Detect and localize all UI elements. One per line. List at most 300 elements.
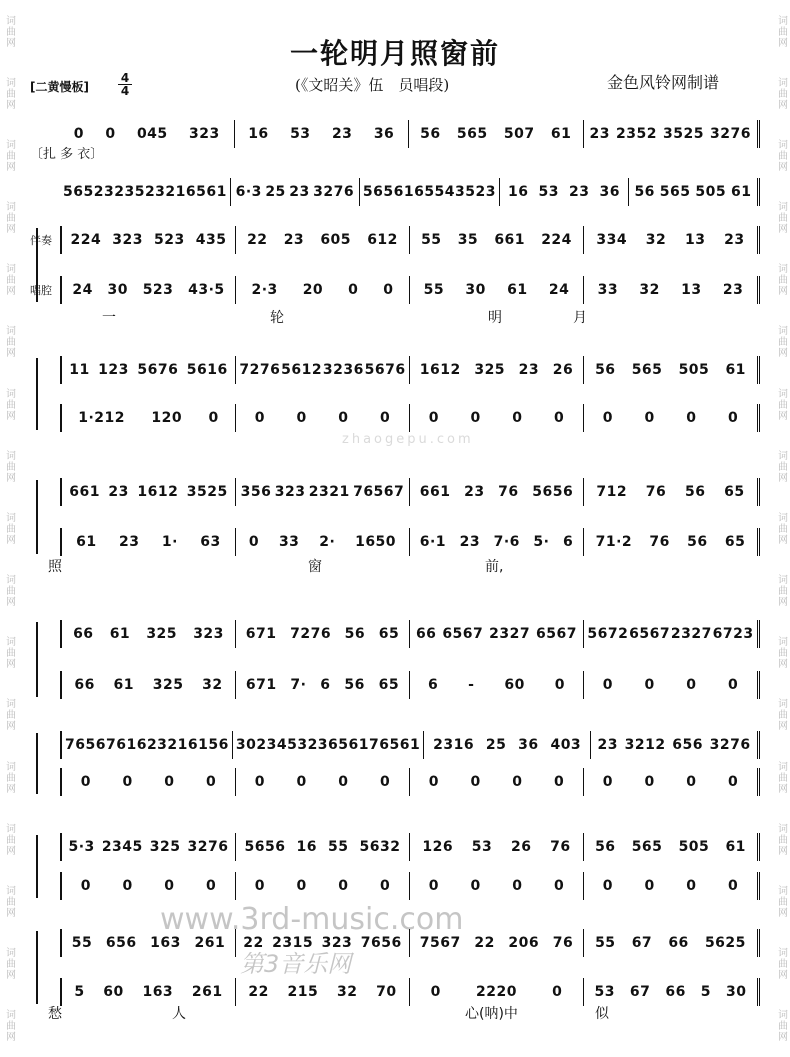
measure xyxy=(584,276,760,304)
note-group: 0 xyxy=(728,410,739,426)
note-group: 61 xyxy=(109,626,131,642)
note-group: 671 xyxy=(245,677,277,693)
note-group: 0 xyxy=(602,410,613,426)
measure xyxy=(584,478,760,506)
measure xyxy=(410,620,584,648)
note-group: 0 xyxy=(380,878,391,894)
note-group: 605 xyxy=(320,232,352,248)
note-group: 0 xyxy=(554,410,565,426)
margin-watermark-text: 词曲网 xyxy=(775,76,787,110)
note-group: 565 xyxy=(631,839,663,855)
note-group: 656 xyxy=(105,935,137,951)
prelude-staff-line xyxy=(30,120,760,148)
intro-label: 〔扎 多 衣〕 xyxy=(30,147,104,162)
lyrics-line xyxy=(30,1003,760,1023)
note-group: 6 xyxy=(320,677,331,693)
note-group: 6 xyxy=(427,677,439,693)
measure xyxy=(236,872,410,900)
note-group: 507 xyxy=(503,126,535,142)
margin-watermark-text: 词曲网 xyxy=(775,511,787,545)
note-group: 0 xyxy=(470,410,481,426)
note-group: 0 xyxy=(105,126,116,142)
note-group: 70 xyxy=(376,984,397,1000)
lyric-syllable: 一 xyxy=(102,310,116,326)
lyric-syllable: 前, xyxy=(485,559,504,575)
note-group: 56 xyxy=(344,677,365,693)
note-group: 0 xyxy=(164,878,175,894)
note-group: 66 xyxy=(668,935,689,951)
measure xyxy=(236,978,410,1006)
measure xyxy=(236,768,410,796)
note-group: 120 xyxy=(151,410,183,426)
note-group: 7656 xyxy=(360,935,402,951)
note-group: 0 xyxy=(512,878,523,894)
note-group: 0 xyxy=(644,878,655,894)
measure xyxy=(236,833,410,861)
vocal-staff-line xyxy=(30,528,760,556)
note-group: 23 xyxy=(283,232,305,248)
margin-watermark-text: 词曲网 xyxy=(775,884,787,918)
margin-watermark-text: 词曲网 xyxy=(775,822,787,856)
note-group: 53 xyxy=(471,839,493,855)
song-subtitle: (《文昭关》伍 员唱段) xyxy=(295,76,450,94)
measure xyxy=(62,356,236,384)
note-group: 2220 xyxy=(476,984,517,1000)
note-group: 5632 xyxy=(359,839,401,855)
note-group: 3276 xyxy=(709,737,751,753)
note-group: 3276 xyxy=(313,184,355,200)
measure xyxy=(584,872,760,900)
note-group: 2352 xyxy=(616,126,657,142)
measure xyxy=(62,731,233,759)
note-group: 0 xyxy=(644,410,655,426)
note-group: 1612 xyxy=(137,484,179,500)
note-group: 7656 xyxy=(65,737,106,753)
note-group: 0 xyxy=(296,878,307,894)
note-group: 0 xyxy=(428,410,439,426)
measure xyxy=(236,528,410,556)
note-group: 5612 xyxy=(281,362,323,378)
margin-watermark-text: 词曲网 xyxy=(775,138,787,172)
note-group: 0 xyxy=(380,774,391,790)
measure xyxy=(233,731,424,759)
note-group: 356 xyxy=(240,484,272,500)
note-group: 215 xyxy=(287,984,319,1000)
measure xyxy=(235,120,410,148)
note-group: 55 xyxy=(595,935,616,951)
note-group: 2321 xyxy=(146,737,188,753)
measure xyxy=(584,833,760,861)
note-group: 2327 xyxy=(670,626,712,642)
note-group: 2316 xyxy=(433,737,475,753)
note-group: 61 xyxy=(725,362,746,378)
note-group: 61 xyxy=(507,282,528,298)
note-group: 65 xyxy=(378,677,400,693)
note-group: 53 xyxy=(538,184,559,200)
note-group: 6·3 xyxy=(235,184,262,200)
measure xyxy=(236,478,410,506)
note-group: 23 xyxy=(119,534,140,550)
note-group: 0 xyxy=(296,410,307,426)
note-group: 0 xyxy=(254,878,265,894)
note-group: 66 xyxy=(74,677,95,693)
note-group: 2321 xyxy=(144,184,186,200)
measure xyxy=(62,671,236,699)
measure xyxy=(62,768,236,796)
note-group: 61 xyxy=(76,534,97,550)
note-group: 55 xyxy=(71,935,93,951)
note-group: 22 xyxy=(474,935,495,951)
measure xyxy=(236,226,410,254)
note-group: 435 xyxy=(195,232,227,248)
note-group: 32 xyxy=(202,677,223,693)
lyric-syllable: 人 xyxy=(172,1006,186,1022)
lyric-syllable: 愁 xyxy=(48,1006,62,1022)
note-group: 0 xyxy=(602,677,613,693)
accompaniment-staff-line xyxy=(30,226,760,254)
note-group: 323 xyxy=(193,626,224,642)
note-group: 0 xyxy=(428,774,439,790)
margin-watermark-text: 词曲网 xyxy=(3,325,15,359)
note-group: 32 xyxy=(639,282,660,298)
note-group: 505 xyxy=(695,184,727,200)
note-group: 3525 xyxy=(186,484,228,500)
margin-watermark-text: 词曲网 xyxy=(775,947,787,981)
margin-watermark-text: 词曲网 xyxy=(775,1009,787,1043)
measure xyxy=(410,276,584,304)
measure xyxy=(62,226,236,254)
note-group: 0 xyxy=(470,774,481,790)
measure xyxy=(410,671,584,699)
measure xyxy=(410,356,584,384)
note-group: 6567 xyxy=(629,626,671,642)
accompaniment-staff-line xyxy=(30,620,760,648)
note-group: 23 xyxy=(722,282,744,298)
note-group: 16 xyxy=(296,839,317,855)
note-group: 22 xyxy=(247,232,268,248)
accompaniment-staff-line xyxy=(30,356,760,384)
part-label: 伴奏 xyxy=(30,234,52,247)
note-group: 2· xyxy=(319,534,336,550)
note-group: 0 xyxy=(348,282,359,298)
note-group: 0 xyxy=(248,534,260,550)
note-group: 3236 xyxy=(322,362,364,378)
note-group: 5616 xyxy=(186,362,228,378)
note-group: 43·5 xyxy=(188,282,225,298)
note-group: 0 xyxy=(383,282,394,298)
watermark-site: 第3音乐网 xyxy=(240,950,352,978)
note-group: 1· xyxy=(161,534,178,550)
margin-watermark-text: 词曲网 xyxy=(775,698,787,732)
note-group: 0 xyxy=(430,984,441,1000)
note-group: 0 xyxy=(338,410,349,426)
lyric-syllable: 照 xyxy=(48,559,62,575)
note-group: 2321 xyxy=(308,484,350,500)
note-group: 565 xyxy=(456,126,488,142)
measure xyxy=(62,528,236,556)
note-group: 30 xyxy=(725,984,747,1000)
note-group: 656 xyxy=(672,737,703,753)
note-group: 25 xyxy=(265,184,286,200)
measure xyxy=(236,620,410,648)
measure xyxy=(584,768,760,796)
left-margin-watermark xyxy=(2,0,16,1057)
note-group: 56 xyxy=(634,184,655,200)
measure xyxy=(584,978,760,1006)
note-group: 0 xyxy=(686,774,697,790)
part-label: 唱腔 xyxy=(30,284,52,297)
note-group: 25 xyxy=(485,737,507,753)
measure xyxy=(410,872,584,900)
note-group: 5656 xyxy=(244,839,286,855)
system-brace xyxy=(36,622,44,697)
measure xyxy=(62,478,236,506)
measure xyxy=(62,872,236,900)
note-group: 7616 xyxy=(105,737,147,753)
note-group: 0 xyxy=(338,774,349,790)
note-group: 325 xyxy=(146,626,178,642)
vocal-staff-line xyxy=(30,768,760,796)
note-group: 0 xyxy=(728,677,739,693)
time-signature-top: 4 xyxy=(118,72,132,85)
note-group: 325 xyxy=(149,839,181,855)
note-group: 0 xyxy=(602,878,613,894)
note-group: 206 xyxy=(508,935,540,951)
note-group: 36 xyxy=(373,126,395,142)
note-group: 23 xyxy=(518,362,540,378)
margin-watermark-text: 词曲网 xyxy=(3,574,15,608)
note-group: 5656 xyxy=(532,484,574,500)
measure xyxy=(584,120,761,148)
note-group: 7276 xyxy=(290,626,332,642)
note-group: 0 xyxy=(73,126,84,142)
note-group: 323 xyxy=(274,484,306,500)
note-group: 0 xyxy=(470,878,481,894)
note-group: 163 xyxy=(150,935,181,951)
note-group: 23 xyxy=(464,484,485,500)
note-group: 523 xyxy=(154,232,185,248)
measure xyxy=(62,833,236,861)
note-group: 661 xyxy=(494,232,526,248)
measure xyxy=(231,178,360,206)
note-group: 30 xyxy=(465,282,486,298)
note-group: 5· xyxy=(533,534,550,550)
margin-watermark-text: 词曲网 xyxy=(3,76,15,110)
measure xyxy=(584,226,760,254)
measure xyxy=(62,978,236,1006)
note-group: 323 xyxy=(112,232,143,248)
time-signature xyxy=(118,72,132,97)
margin-watermark-text: 词曲网 xyxy=(3,822,15,856)
measure xyxy=(584,356,760,384)
measure xyxy=(584,528,760,556)
measure xyxy=(62,276,236,304)
measure xyxy=(584,620,760,648)
note-group: 6723 xyxy=(712,626,754,642)
note-group: 24 xyxy=(72,282,93,298)
note-group: 0 xyxy=(554,774,565,790)
lyric-syllable: 心(呐)中 xyxy=(465,1006,518,1022)
measure xyxy=(584,671,760,699)
note-group: 13 xyxy=(681,282,702,298)
note-group: 0 xyxy=(552,984,563,1000)
accompaniment-staff-line xyxy=(30,478,760,506)
note-group: 261 xyxy=(191,984,223,1000)
note-group: 76 xyxy=(498,484,519,500)
margin-watermark-text: 词曲网 xyxy=(3,884,15,918)
note-group: 2·3 xyxy=(251,282,278,298)
system-brace xyxy=(36,931,44,1004)
prelude-staff-line xyxy=(30,178,760,206)
accompaniment-staff-line xyxy=(30,731,760,759)
note-group: 0 xyxy=(338,878,349,894)
note-group: 65 xyxy=(724,484,745,500)
note-group: 0 xyxy=(554,878,565,894)
measure xyxy=(236,671,410,699)
note-group: 7276 xyxy=(239,362,281,378)
note-group: 0 xyxy=(254,410,265,426)
note-group: 24 xyxy=(548,282,570,298)
note-group: 65 xyxy=(724,534,746,550)
note-group: 56 xyxy=(420,126,441,142)
vocal-staff-line xyxy=(30,404,760,432)
note-group: 0 xyxy=(206,774,217,790)
note-group: 7· xyxy=(290,677,307,693)
note-group: 56 xyxy=(687,534,708,550)
system-brace xyxy=(36,733,44,794)
margin-watermark-text: 词曲网 xyxy=(775,263,787,297)
margin-watermark-text: 词曲网 xyxy=(775,449,787,483)
note-group: 16 xyxy=(508,184,529,200)
note-group: 261 xyxy=(194,935,226,951)
note-group: 661 xyxy=(69,484,100,500)
system-brace xyxy=(36,480,44,554)
note-group: 0 xyxy=(122,774,133,790)
note-group: 403 xyxy=(550,737,582,753)
note-group: 3212 xyxy=(624,737,666,753)
note-group: 0 xyxy=(512,774,523,790)
note-group: 5656 xyxy=(362,184,404,200)
note-group: 5 xyxy=(700,984,712,1000)
measure xyxy=(410,404,584,432)
note-group: - xyxy=(468,677,475,693)
note-group: 2345 xyxy=(101,839,143,855)
measure xyxy=(60,178,231,206)
system-brace xyxy=(36,835,44,898)
note-group: 0 xyxy=(122,878,133,894)
note-group: 23 xyxy=(597,737,618,753)
note-group: 0 xyxy=(728,774,739,790)
note-group: 565 xyxy=(631,362,663,378)
right-margin-watermark xyxy=(774,0,788,1057)
note-group: 5652 xyxy=(63,184,104,200)
note-group: 23 xyxy=(724,232,745,248)
margin-watermark-text: 词曲网 xyxy=(3,263,15,297)
measure xyxy=(584,404,760,432)
note-group: 0 xyxy=(512,410,523,426)
song-title: 一轮明月照窗前 xyxy=(289,37,500,70)
note-group: 0 xyxy=(728,878,739,894)
note-group: 76 xyxy=(550,839,571,855)
margin-watermark-text: 词曲网 xyxy=(3,698,15,732)
note-group: 325 xyxy=(152,677,184,693)
margin-watermark-text: 词曲网 xyxy=(3,636,15,670)
note-group: 523 xyxy=(142,282,174,298)
note-group: 0 xyxy=(380,410,391,426)
note-group: 302345 xyxy=(235,737,298,753)
note-group: 505 xyxy=(678,362,710,378)
note-group: 3236 xyxy=(297,737,339,753)
watermark-url-faint: zhaogepu.com xyxy=(342,432,474,447)
note-group: 35 xyxy=(457,232,479,248)
note-group: 33 xyxy=(278,534,300,550)
margin-watermark-text: 词曲网 xyxy=(775,14,787,48)
vocal-staff-line xyxy=(30,276,760,304)
note-group: 3235 xyxy=(103,184,145,200)
measure xyxy=(62,620,236,648)
note-group: 53 xyxy=(594,984,615,1000)
margin-watermark-text: 词曲网 xyxy=(775,325,787,359)
measure xyxy=(236,356,410,384)
note-group: 0 xyxy=(296,774,307,790)
measure xyxy=(410,528,584,556)
note-group: 1612 xyxy=(419,362,461,378)
note-group: 23 xyxy=(331,126,353,142)
note-group: 5617 xyxy=(338,737,380,753)
system-brace xyxy=(36,228,44,302)
note-group: 76 xyxy=(552,935,574,951)
note-group: 505 xyxy=(678,839,710,855)
note-group: 126 xyxy=(422,839,454,855)
note-group: 11 xyxy=(69,362,90,378)
lyric-syllable: 似 xyxy=(595,1006,609,1022)
note-group: 16 xyxy=(403,184,425,200)
vocal-staff-line xyxy=(30,872,760,900)
margin-watermark-text: 词曲网 xyxy=(775,387,787,421)
time-signature-bottom: 4 xyxy=(120,84,130,98)
note-group: 55 xyxy=(423,282,445,298)
note-group: 61 xyxy=(113,677,135,693)
note-group: 2315 xyxy=(272,935,314,951)
measure xyxy=(360,178,500,206)
note-group: 554 xyxy=(424,184,456,200)
margin-watermark-text: 词曲网 xyxy=(775,636,787,670)
note-group: 612 xyxy=(367,232,398,248)
note-group: 6567 xyxy=(442,626,484,642)
note-group: 0 xyxy=(686,677,697,693)
note-group: 0 xyxy=(206,878,217,894)
note-group: 224 xyxy=(70,232,102,248)
margin-watermark-text: 词曲网 xyxy=(3,138,15,172)
note-group: 671 xyxy=(245,626,277,642)
note-group: 56 xyxy=(344,626,366,642)
note-group: 0 xyxy=(602,774,613,790)
measure xyxy=(591,731,760,759)
note-group: 224 xyxy=(541,232,572,248)
watermark-url: www.3rd-music.com xyxy=(160,902,464,937)
measure xyxy=(629,178,760,206)
note-group: 0 xyxy=(164,774,175,790)
note-group: 60 xyxy=(103,984,124,1000)
note-group: 6·1 xyxy=(419,534,447,550)
margin-watermark-text: 词曲网 xyxy=(775,760,787,794)
note-group: 565 xyxy=(659,184,691,200)
note-group: 32 xyxy=(336,984,358,1000)
note-group: 323 xyxy=(189,126,220,142)
note-group: 23 xyxy=(589,126,610,142)
note-group: 0 xyxy=(644,774,655,790)
note-group: 23 xyxy=(108,484,129,500)
